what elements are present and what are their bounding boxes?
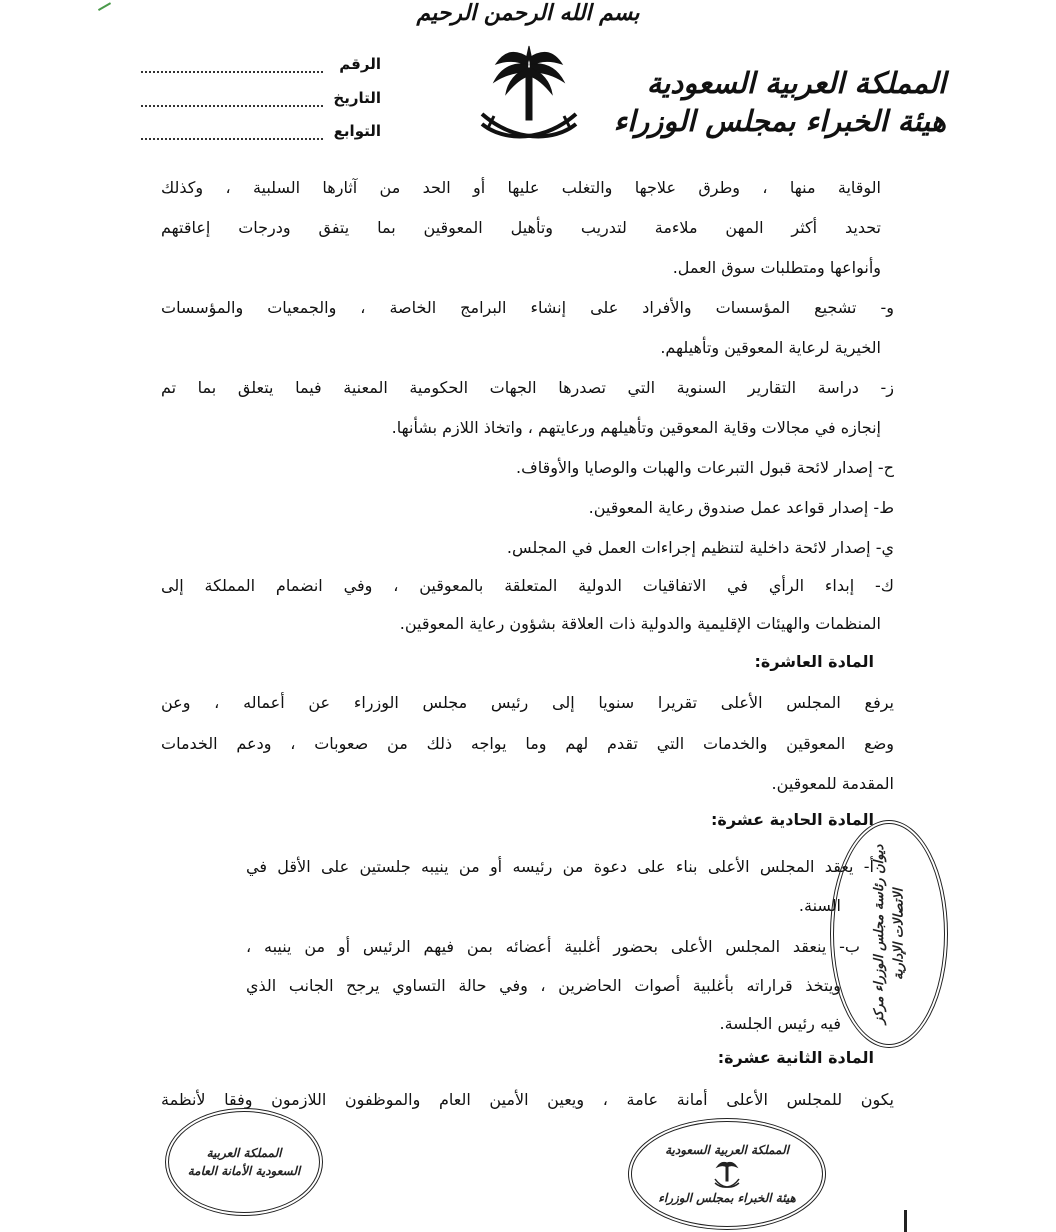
attachments-field [141, 122, 381, 148]
page-edge-mark [904, 1210, 907, 1232]
seal-emblem [712, 1159, 742, 1189]
experts-commission-seal [628, 1118, 826, 1230]
body-line: المقدمة للمعوقين. [771, 774, 894, 793]
body-line: وأنواعها ومتطلبات سوق العمل. [672, 258, 881, 277]
body-line: المنظمات والهيئات الإقليمية والدولية ذات العلاقة بشؤون رعاية المعوقين. [399, 614, 881, 633]
body-line: ي- إصدار لائحة داخلية لتنظيم إجراءات العمل في المجلس. [506, 538, 894, 557]
bismillah: بسم الله الرحمن الرحيم [416, 0, 640, 26]
coat-of-arms-emblem [474, 38, 584, 158]
body-line: ويتخذ قراراته بأغلبية أصوات الحاضرين ، وفي حالة التساوي يرجح الجانب الذي [246, 976, 841, 995]
body-line: الخيرية لرعاية المعوقين وتأهيلهم. [660, 338, 881, 357]
body-line: ك- إبداء الرأي في الاتفاقيات الدولية المتعلقة بالمعوقين ، وفي انضمام المملكة إلى [161, 576, 894, 595]
date-label: التاريخ [333, 89, 381, 107]
date-dots [141, 105, 323, 107]
ministry-stamp-text: ديوان رئاسة مجلس الوزراء مركز الاتصالات الإدارية [871, 844, 906, 1024]
experts-seal-bottom-text: هيئة الخبراء بمجلس الوزراء [658, 1191, 796, 1205]
body-line: أ- يعقد المجلس الأعلى بناء على دعوة من رئيسه أو من ينيبه جلستين على الأقل في [246, 857, 874, 876]
reference-number-dots [141, 71, 323, 73]
body-line: و- تشجيع المؤسسات والأفراد على إنشاء البرامج الخاصة ، والجمعيات والمؤسسات [161, 298, 894, 317]
body-line: يرفع المجلس الأعلى تقريرا سنويا إلى رئيس مجلس الوزراء عن أعماله ، وعن [161, 693, 894, 712]
experts-seal-top-text: المملكة العربية السعودية [665, 1143, 789, 1157]
body-line: ح- إصدار لائحة قبول التبرعات والهبات والوصايا والأوقاف. [516, 458, 894, 477]
org-name-line1: المملكة العربية السعودية [646, 66, 946, 100]
ministry-oval-stamp [830, 820, 948, 1048]
body-line: يكون للمجلس الأعلى أمانة عامة ، ويعين الأمين العام والموظفون اللازمون وفقا لأنظمة [161, 1090, 894, 1109]
body-line: الوقاية منها ، وطرق علاجها والتغلب عليها أو الحد من آثارها السلبية ، وكذلك [161, 178, 881, 197]
article-12-heading: المادة الثانية عشرة: [717, 1048, 874, 1067]
body-line: إنجازه في مجالات وقاية المعوقين وتأهيلهم ورعايتهم ، واتخاذ اللازم بشأنها. [391, 418, 881, 437]
article-10-heading: المادة العاشرة: [754, 652, 874, 671]
body-line: وضع المعوقين والخدمات التي تقدم لهم وما يواجه ذلك من صعوبات ، ودعم الخدمات [161, 734, 894, 753]
attachments-label: التوابع [333, 122, 381, 140]
body-line: السنة. [798, 896, 841, 915]
attachments-dots [141, 138, 323, 140]
body-line: فيه رئيس الجلسة. [719, 1014, 841, 1033]
reference-number-field [141, 55, 381, 81]
general-secretariat-seal [165, 1108, 323, 1216]
article-11-heading: المادة الحادية عشرة: [711, 810, 874, 829]
date-field [141, 89, 381, 115]
org-name-line2: هيئة الخبراء بمجلس الوزراء [613, 104, 946, 138]
general-secretariat-seal-text: المملكة العربية السعودية الأمانة العامة [187, 1146, 301, 1178]
reference-number-label: الرقم [339, 55, 381, 73]
body-line: ط- إصدار قواعد عمل صندوق رعاية المعوقين. [588, 498, 894, 517]
body-line: تحديد أكثر المهن ملاءمة لتدريب وتأهيل المعوقين بما يتفق ودرجات إعاقتهم [161, 218, 881, 237]
body-line: ز- دراسة التقارير السنوية التي تصدرها الجهات الحكومية المعنية فيما يتعلق بما تم [161, 378, 894, 397]
body-line: ب- ينعقد المجلس الأعلى بحضور أغلبية أعضائه بمن فيهم الرئيس أو من ينيبه ، [246, 937, 860, 956]
